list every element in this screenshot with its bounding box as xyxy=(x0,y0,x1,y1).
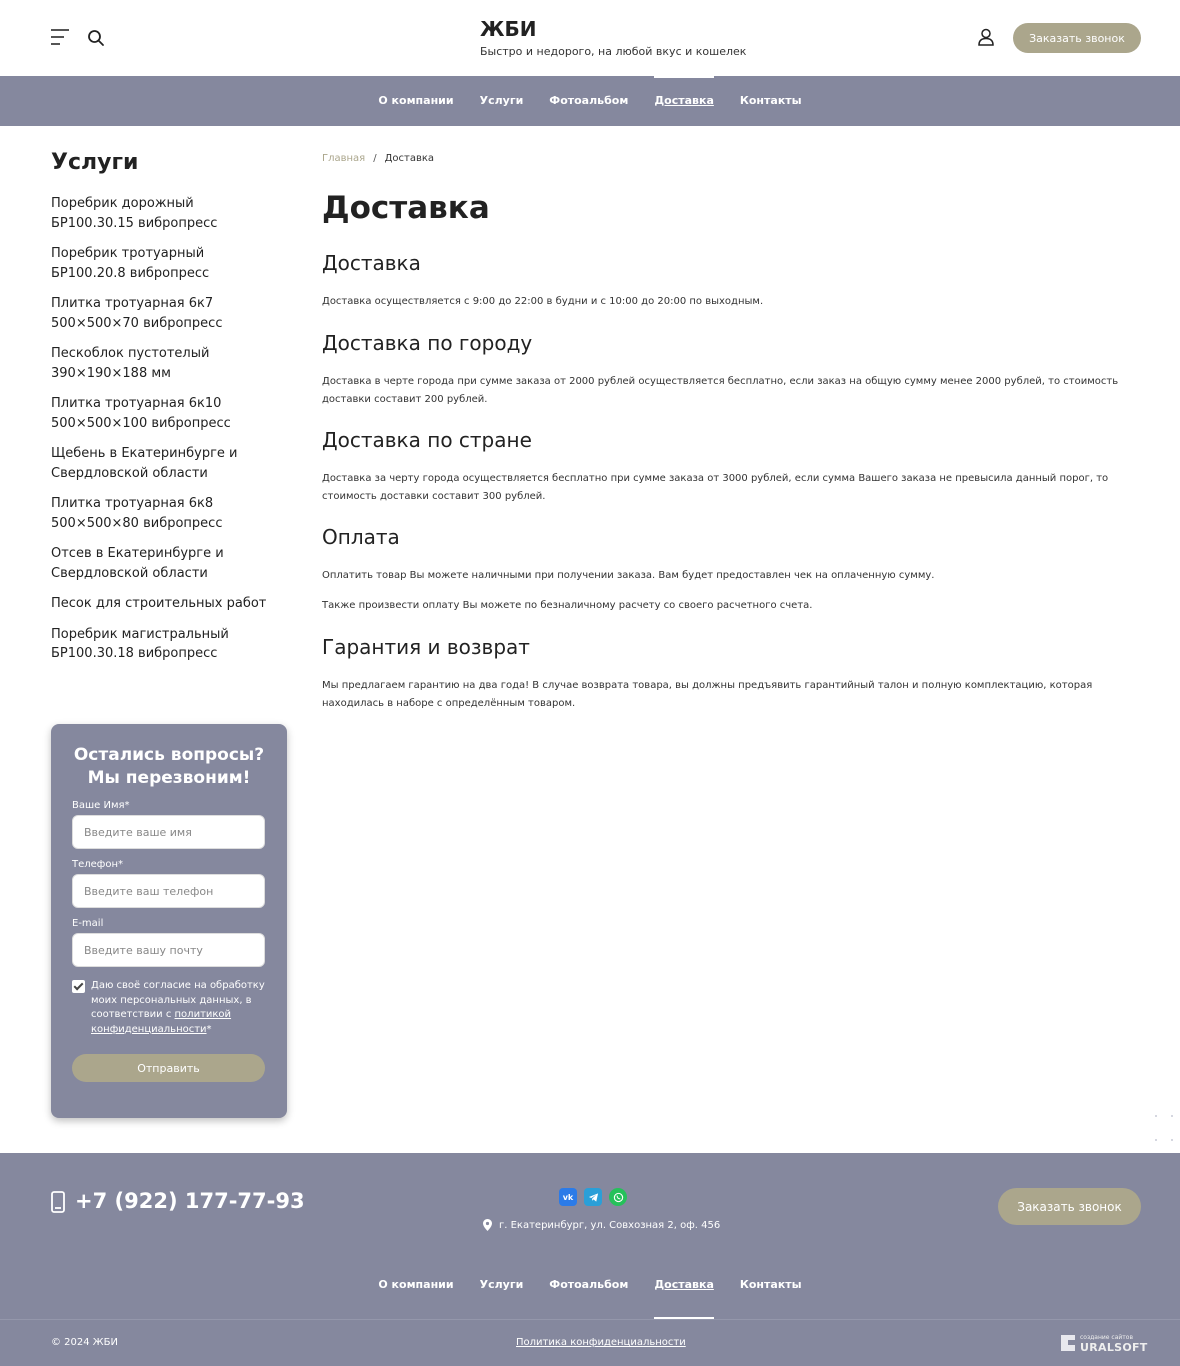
section-delivery xyxy=(322,250,1140,311)
section-payment xyxy=(322,524,1140,614)
vk-icon[interactable]: vk xyxy=(559,1188,577,1206)
sidebar-item[interactable]: Песок для строительных работ xyxy=(51,596,267,611)
social-links xyxy=(559,1188,627,1206)
footer-order-call-button[interactable]: Заказать звонок xyxy=(998,1188,1141,1225)
section-heading: Доставка xyxy=(322,251,421,275)
sidebar-services-list xyxy=(51,194,271,675)
footer-divider xyxy=(0,1319,1180,1320)
footer-address xyxy=(483,1219,720,1231)
sidebar-title: Услуги xyxy=(51,150,139,175)
nav-item-contacts[interactable]: Контакты xyxy=(739,94,802,107)
main-nav-list xyxy=(0,76,1180,126)
section-text: Также произвести оплату Вы можете по безналичному расчету со своего расчетного счета. xyxy=(322,599,813,611)
privacy-policy-link[interactable]: политикой конфиденциальности xyxy=(91,1009,232,1035)
consent-checkbox[interactable] xyxy=(72,980,85,993)
footer-privacy-policy-link[interactable]: Политика конфиденциальности xyxy=(516,1337,686,1348)
footer-nav-item-delivery[interactable]: Доставка xyxy=(654,1273,714,1319)
section-text: Доставка за черту города осуществляется бесплатно при сумме заказа от 3000 рублей, если сумма Вашего заказа не превысила данный порог, то стоимость доставки составит 300 рублей. xyxy=(322,473,1109,502)
brand[interactable] xyxy=(480,17,800,58)
consent-text: Даю своё согласие на обработку моих персональных данных, в соответствии с политикой конфиденциальности* xyxy=(91,980,265,1035)
brand-subtitle: Быстро и недорого, на любой вкус и кошелек xyxy=(480,45,747,58)
sidebar-item[interactable]: Щебень в Екатеринбурге и Свердловской области xyxy=(51,446,238,481)
sidebar-item[interactable]: Отсев в Екатеринбурге и Свердловской области xyxy=(51,546,224,581)
breadcrumb xyxy=(322,153,434,164)
section-text: Мы предлагаем гарантию на два года! В случае возврата товара, вы должны предъявить гарантийный талон и полную комплектацию, которая находилась в наборе с определённым товаром. xyxy=(322,680,1093,709)
developer-logo[interactable] xyxy=(1060,1333,1148,1353)
footer-nav xyxy=(0,1273,1180,1319)
footer-phone[interactable]: +7 (922) 177-77-93 xyxy=(75,1189,305,1213)
sidebar-item[interactable]: Поребрик тротуарный БР100.20.8 вибропресс xyxy=(51,246,210,281)
email-input[interactable] xyxy=(72,933,265,967)
nav-item-photos[interactable]: Фотоальбом xyxy=(549,94,629,107)
developer-tagline: создание сайтов xyxy=(1080,1334,1133,1341)
footer-nav-item-photos[interactable]: Фотоальбом xyxy=(549,1278,629,1291)
callback-form xyxy=(51,724,287,1118)
main-nav xyxy=(0,76,1180,126)
name-label: Ваше Имя* xyxy=(72,800,130,811)
header xyxy=(0,0,1180,76)
phone-label: Телефон* xyxy=(72,859,124,870)
sidebar-item[interactable]: Пескоблок пустотелый 390×190×188 мм xyxy=(51,346,210,381)
address-text: г. Екатеринбург, ул. Совхозная 2, оф. 456 xyxy=(499,1219,721,1231)
breadcrumb-current: Доставка xyxy=(384,153,435,164)
whatsapp-icon[interactable] xyxy=(609,1188,627,1206)
section-warranty xyxy=(322,634,1140,712)
order-call-button[interactable]: Заказать звонок xyxy=(1013,23,1141,53)
section-text: Доставка в черте города при сумме заказа от 2000 рублей осуществляется бесплатно, если заказ на общую сумму менее 2000 рублей, то стоимость доставки составит 200 рублей. xyxy=(322,376,1119,405)
section-text: Оплатить товар Вы можете наличными при получении заказа. Вам будет предоставлен чек на оплаченную сумму. xyxy=(322,570,935,581)
footer-nav-item-contacts[interactable]: Контакты xyxy=(739,1278,802,1291)
brand-title: ЖБИ xyxy=(480,17,537,41)
search-icon[interactable] xyxy=(87,29,105,47)
form-title: Остались вопросы? Мы перезвоним! xyxy=(73,745,265,788)
nav-item-about[interactable]: О компании xyxy=(378,94,454,107)
telegram-icon[interactable] xyxy=(584,1188,602,1206)
breadcrumb-home[interactable]: Главная xyxy=(322,153,366,164)
menu-icon[interactable] xyxy=(51,29,69,45)
sidebar-item[interactable]: Поребрик магистральный БР100.30.18 вибропресс xyxy=(51,626,229,661)
footer-nav-item-services[interactable]: Услуги xyxy=(479,1278,524,1291)
phone-icon xyxy=(51,1191,65,1213)
page-title: Доставка xyxy=(322,190,490,226)
section-heading: Гарантия и возврат xyxy=(322,635,530,659)
section-text: Доставка осуществляется с 9:00 до 22:00 в будни и с 10:00 до 20:00 по выходным. xyxy=(322,296,764,307)
section-heading: Доставка по стране xyxy=(322,428,532,452)
section-heading: Доставка по городу xyxy=(322,331,533,355)
copyright: © 2024 ЖБИ xyxy=(51,1337,118,1348)
section-heading: Оплата xyxy=(322,525,400,549)
email-label: E-mail xyxy=(72,918,104,929)
location-pin-icon xyxy=(483,1219,492,1231)
breadcrumb-separator: / xyxy=(373,153,377,164)
nav-item-delivery[interactable]: Доставка xyxy=(654,76,714,126)
sidebar-item[interactable]: Плитка тротуарная 6к10 500×500×100 вибропресс xyxy=(51,396,231,431)
sidebar-item[interactable]: Поребрик дорожный БР100.30.15 вибропресс xyxy=(51,196,218,231)
submit-button[interactable]: Отправить xyxy=(72,1054,265,1082)
sidebar-item[interactable]: Плитка тротуарная 6к7 500×500×70 вибропресс xyxy=(51,296,223,331)
section-city-delivery xyxy=(322,330,1140,408)
sidebar-item[interactable]: Плитка тротуарная 6к8 500×500×80 вибропресс xyxy=(51,496,223,531)
user-icon[interactable] xyxy=(976,27,996,47)
developer-logo-icon xyxy=(1060,1334,1076,1352)
section-country-delivery xyxy=(322,427,1140,505)
phone-input[interactable] xyxy=(72,874,265,908)
name-input[interactable] xyxy=(72,815,265,849)
footer-nav-item-about[interactable]: О компании xyxy=(378,1278,454,1291)
consent xyxy=(72,979,266,1037)
developer-name: URALSOFT xyxy=(1080,1341,1148,1354)
footer xyxy=(0,1153,1180,1366)
nav-item-services[interactable]: Услуги xyxy=(479,94,524,107)
